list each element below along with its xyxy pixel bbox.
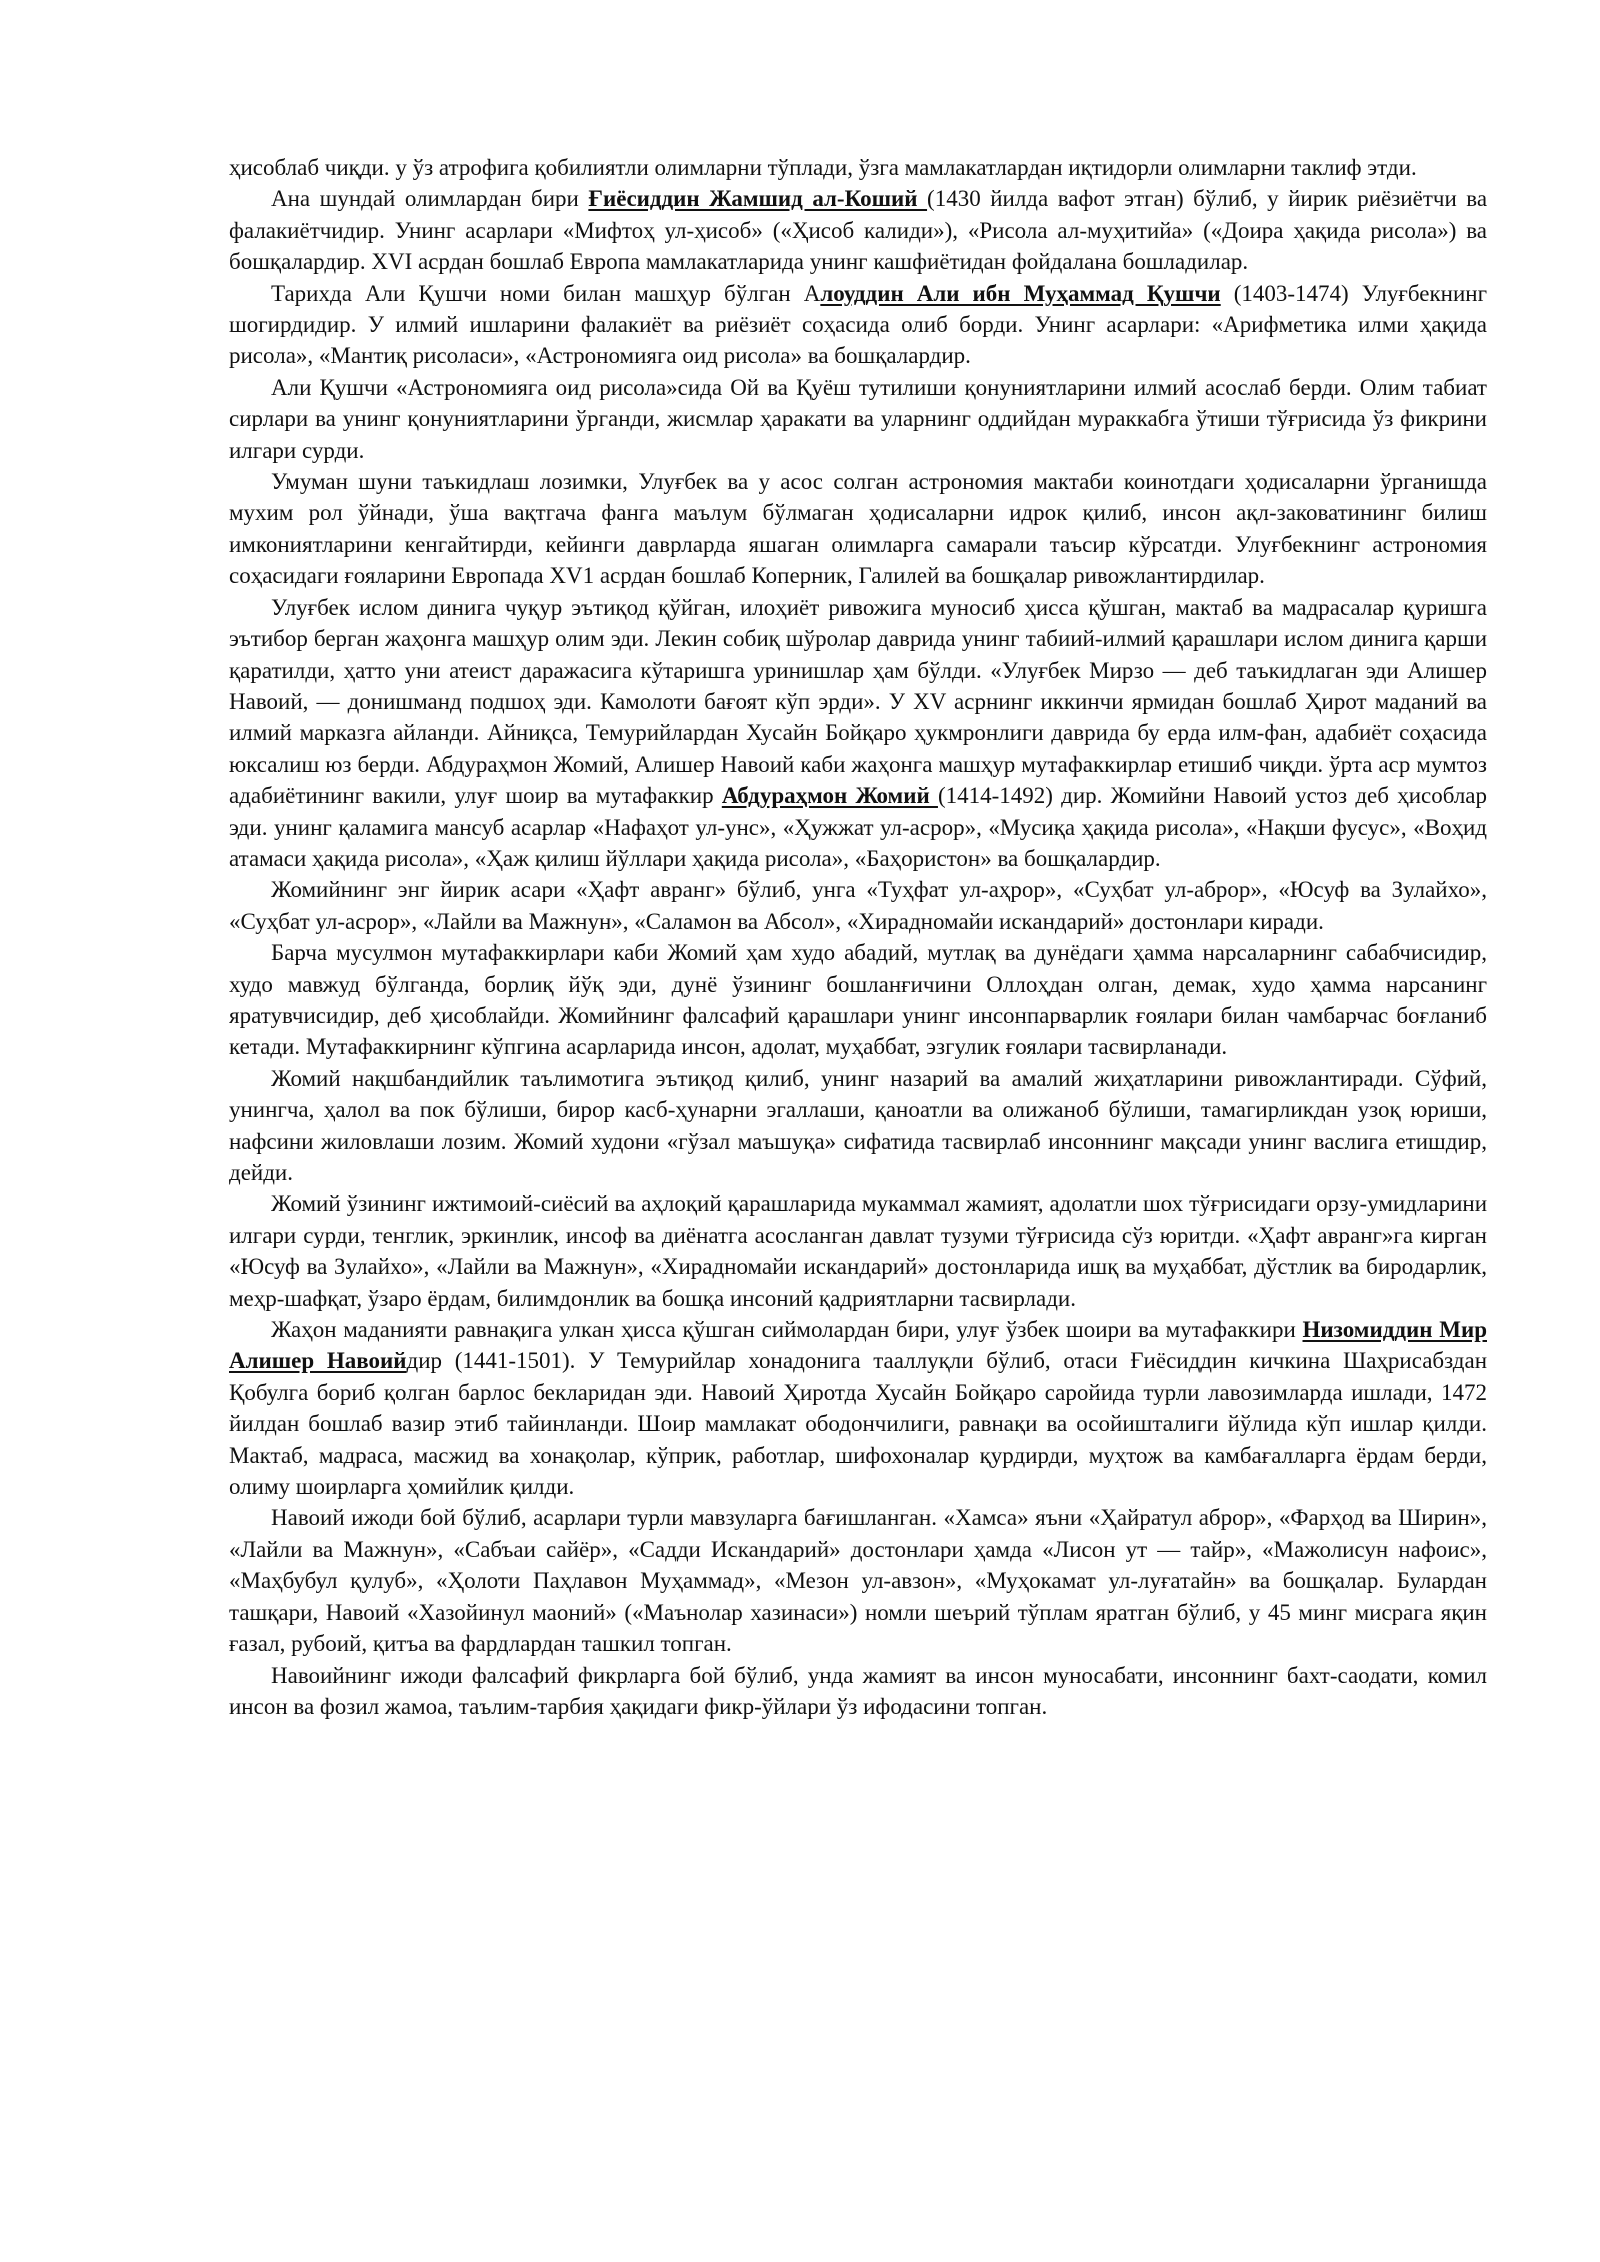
paragraph-2-text-b: (1430 йилда вафот этган) бўлиб, у йирик риёзиётчи ва фалакиётчидир. Унинг асарлари «Мифтоҳ ул-ҳисоб» («Ҳисоб калиди»), «Рисола ал-муҳитийа» («Доира ҳақида рисола») ва бошқалардир. XVI асрдан бошлаб Европа мамлакатларида унинг кашфиётидан фойдалана бошладилар.	[229, 186, 1488, 275]
paragraph-9-text: Жомий нақшбандийлик таълимотига эътиқод қилиб, унинг назарий ва амалий жиҳатларини ривожлантиради. Сўфий, унингча, ҳалол ва пок бўлиши, бирор касб-ҳунарни эгаллаши, қаноатли ва олижаноб бўлиши, тамагирликдан узоқ юриши, нафсини жиловлаши лозим. Жомий худони «гўзал маъшуқа» сифатида тасвирлаб инсоннинг мақсади унинг васлига етишдир, дейди.	[229, 1065, 1487, 1185]
paragraph-10	[229, 1188, 1487, 1314]
name-abdurahmon-jomiy: Абдураҳмон Жомий	[721, 783, 938, 809]
paragraph-7-text: Жомийнинг энг йирик асари «Ҳафт авранг» бўлиб, унга «Туҳфат ул-аҳрор», «Суҳбат ул-аброр», «Юсуф ва Зулайхо», «Суҳбат ул-асрор», «Лайли ва Мажнун», «Саламон ва Абсол», «Хирадномайи искандарий» достонлари киради.	[229, 877, 1487, 934]
paragraph-11-text-a: Жаҳон маданияти равнақига улкан ҳисса қўшган сиймолардан бири, улуғ ўзбек шоири ва мутафаккири	[271, 1317, 1303, 1343]
paragraph-3	[229, 278, 1487, 372]
document-page	[229, 152, 1487, 1722]
paragraph-13-text: Навоийнинг ижоди фалсафий фикрларга бой бўлиб, унда жамият ва инсон муносабати, инсоннинг бахт-саодати, комил инсон ва фозил жамоа, таълим-тарбия ҳақидаги фикр-ўйлари ўз ифодасини топган.	[229, 1662, 1487, 1719]
paragraph-13	[229, 1660, 1487, 1723]
paragraph-6	[229, 592, 1487, 875]
name-ali-qushchi: лоуддин Али ибн Муҳаммад Қушчи	[820, 280, 1221, 306]
paragraph-1	[229, 152, 1487, 183]
paragraph-4-text: Али Қушчи «Астрономияга оид рисола»сида Ой ва Қуёш тутилиши қонуниятларини илмий асослаб берди. Олим табиат сирлари ва унинг қонуниятларини ўрганди, жисмлар ҳаракати ва уларнинг оддийдан мураккабга ўтиши тўғрисида ўз фикрини илгари сурди.	[229, 374, 1487, 463]
name-alisher-navoiy: Низомиддин Мир Алишер Навоий	[229, 1317, 1487, 1374]
paragraph-6-text-a: Улуғбек ислом динига чуқур эътиқод қўйган, илоҳиёт ривожига муносиб ҳисса қўшган, мактаб ва мадрасалар қуришга эътибор берган жаҳонга машҳур олим эди. Лекин собиқ шўролар даврида унинг табиий-илмий қарашлари ислом динига қарши қаратилди, ҳатто уни атеист даражасига кўтаришга уринишлар ҳам бўлди. «Улуғбек Мирзо — деб таъкидлаган эди Алишер Навоий, — донишманд подшоҳ эди. Камолоти бағоят кўп эрди». У XV асрнинг иккинчи ярмидан бошлаб Ҳирот маданий ва илмий марказга айланди. Айниқса, Темурийлардан Хусайн Бойқаро ҳукмронлиги даврида бу ерда илм-фан, адабиёт соҳасида юксалиш юз берди. Абдураҳмон Жомий, Алишер Навоий каби жаҳонга машҳур мутафаккирлар етишиб чиқди. ўрта аср мумтоз адабиётининг вакили, улуғ шоир ва мутафаккир	[229, 594, 1487, 809]
paragraph-8-text: Барча мусулмон мутафаккирлари каби Жомий ҳам худо абадий, мутлақ ва дунёдаги ҳамма нарсаларнинг сабабчисидир, худо мавжуд бўлганда, борлиқ йўқ эди, дунё ўзининг бошланғичини Оллоҳдан олган, демак, худо ҳамма нарсанинг яратувчисидир, деб ҳисоблайди. Жомийнинг фалсафий қарашлари унинг инсонпарварлик ғоялари билан чамбарчас боғланиб кетади. Мутафаккирнинг кўпгина асарларида инсон, адолат, муҳаббат, эзгулик ғоялари тасвирланади.	[229, 940, 1487, 1060]
paragraph-8	[229, 937, 1487, 1063]
paragraph-11	[229, 1314, 1487, 1502]
paragraph-5	[229, 466, 1487, 592]
paragraph-2	[229, 183, 1487, 277]
paragraph-1-text: ҳисоблаб чиқди. у ўз атрофига қобилиятли олимларни тўплади, ўзга мамлакатлардан иқтидорли олимларни таклиф этди.	[229, 155, 1417, 180]
name-jamshid-al-koshiy: Ғиёсиддин Жамшид ал-Коший	[588, 186, 928, 212]
paragraph-3-text-b: (1403-1474) Улуғбекнинг шогирдидир. У илмий ишларини фалакиёт ва риёзиёт соҳасида олиб борди. Унинг асарлари: «Арифметика илми ҳақида рисола», «Мантиқ рисоласи», «Астрономияга оид рисола» ва бошқалардир.	[229, 280, 1487, 369]
paragraph-10-text: Жомий ўзининг ижтимоий-сиёсий ва аҳлоқий қарашларида мукаммал жамият, адолатли шох тўғрисидаги орзу-умидларини илгари сурди, тенглик, эркинлик, инсоф ва диёнатга асосланган давлат тузуми тўғрисида сўз юритди. «Ҳафт авранг»га кирган «Юсуф ва Зулайхо», «Лайли ва Мажнун», «Хирадномайи искандарий» достонларида ишқ ва муҳаббат, дўстлик ва бирoдарлик, меҳр-шафқат, ўзаро ёрдам, билимдонлик ва бошқа инсоний қадриятларни тасвирлади.	[229, 1191, 1487, 1311]
paragraph-9	[229, 1063, 1487, 1189]
paragraph-12	[229, 1502, 1487, 1659]
paragraph-2-text-a: Ана шундай олимлардан бири	[271, 186, 589, 212]
paragraph-6-text-b: (1414-1492) дир. Жомийни Навоий устоз деб ҳисоблар эди. унинг қаламига мансуб асарлар «Нафаҳот ул-унс», «Ҳужжат ул-асрор», «Мусиқа ҳақида рисола», «Нақши фусус», «Воҳид атамаси ҳақида рисола», «Ҳаж қилиш йўллари ҳақида рисола», «Баҳористон» ва бошқалардир.	[229, 783, 1488, 871]
paragraph-11-text-b: дир (1441-1501). У Темурийлар хонадонига тааллуқли бўлиб, отаси Ғиёсиддин кичкина Шаҳрисабздан Қобулга бориб қолган барлос бекларидан эди. Навоий Ҳиротда Хусайн Бойқаро саройида турли лавозимларда ишлади, 1472 йилдан бошлаб вазир этиб тайинланди. Шоир мамлакат ободончилиги, равнақи ва осойишталиги йўлида кўп ишлар қилди. Мактаб, мадраса, масжид ва хонақолар, кўприк, работлар, шифохоналар қурдирди, муҳтож ва камбағалларга ёрдам берди, олиму шоирларга ҳомийлик қилди.	[229, 1348, 1488, 1500]
paragraph-3-text-a: Тарихда Али Қушчи номи билан машҳур бўлган А	[271, 280, 821, 306]
paragraph-12-text: Навоий ижоди бой бўлиб, асарлари турли мавзуларга бағишланган. «Хамса» яъни «Ҳайратул аброр», «Фарҳод ва Ширин», «Лайли ва Мажнун», «Сабъаи сайёр», «Садди Искандарий» достонлари ҳамда «Лисон ут — тайр», «Мажолисун нафоис», «Маҳбубул қулуб», «Ҳолоти Паҳлавон Муҳаммад», «Мезон ул-авзон», «Муҳокамат ул-луғатайн» ва бошқалар. Булардан ташқари, Навоий «Хазойинул маоний» («Маънолар хазинаси») номли шеърий тўплам яратган бўлиб, у 45 минг мисрага яқин ғазал, рубоий, қитъа ва фардлардан ташкил топган.	[229, 1505, 1487, 1657]
paragraph-4	[229, 372, 1487, 466]
paragraph-7	[229, 874, 1487, 937]
paragraph-5-text: Умуман шуни таъкидлаш лозимки, Улуғбек ва у асос солган астрономия мактаби коинотдаги ҳодисаларни ўрганишда мухим рол ўйнади, ўша вақтгача фанга маълум бўлмаган ҳодисаларни идрок қилиб, инсон ақл-заковатининг билиш имкониятларини кенгайтирди, кейинги даврларда яшаган олимларга самарали таъсир кўрсатди. Улуғбекнинг астрономия соҳасидаги ғояларини Европада ХV1 асрдан бошлаб Коперник, Галилей ва бошқалар ривожлантирдилар.	[229, 469, 1487, 589]
